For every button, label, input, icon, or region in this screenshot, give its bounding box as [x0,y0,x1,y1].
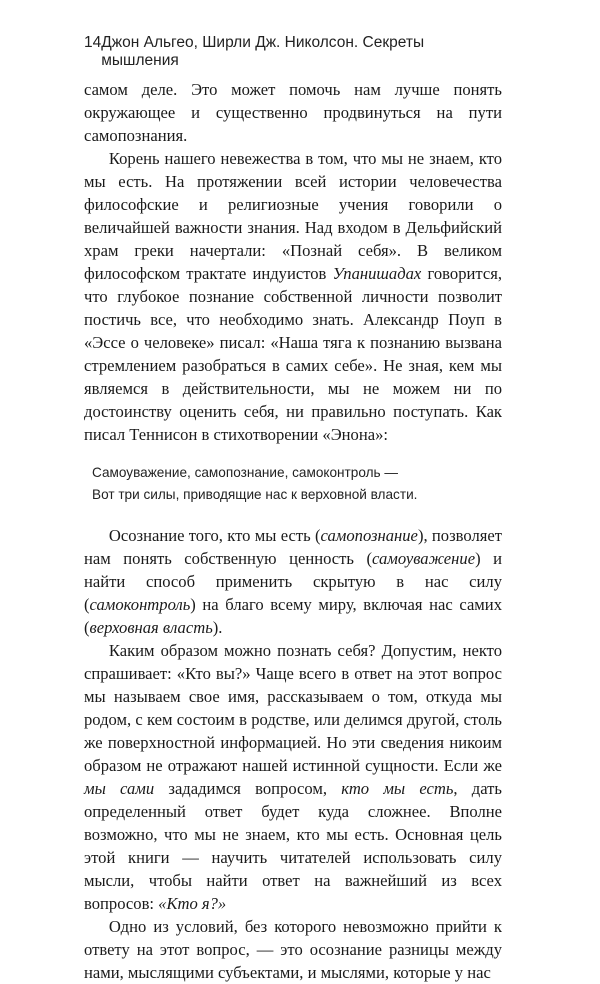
paragraph-3-text-b: ), позволяет нам понять собственную ценность ( [84,526,502,568]
paragraph-5: Одно из условий, без которого невозможно прийти к ответу на этот вопрос, — это осознание разницы между нами, мыслящими субъектами, и мыслями, которые у нас [84,917,502,982]
paragraph-4-emphasis-1: мы сами [84,779,155,798]
verse-line-2: Вот три силы, приводящие нас к верховной власти. [92,487,418,502]
paragraph-2-text-b: говорится, что глубокое познание собственной личности позволит постичь все, что необходимо знать. Александр Поуп в «Эссе о человеке» писал: «Наша тяга к познанию вызвана стремлением разобраться в самих себе». Не зная, кем мы являемся в действительности, мы не можем ни по достоинству оценить себя, ни правильно поступать. Как писал Теннисон в стихотворении «Энона»: [84,264,502,444]
paragraph-3-emphasis-3: самоконтроль [89,595,191,614]
paragraph-4-emphasis-3: «Кто я?» [158,894,227,913]
paragraph-3-emphasis-2: самоуважение [372,549,476,568]
paragraph-2-text-a: Корень нашего невежества в том, что мы не знаем, кто мы есть. На протяжении всей истории человечества философские и религиозные учения говорили о величайшей важности знания. Над входом в Дельфийский храм греки начертали: «Познай себя». В великом философском трактате индуистов [84,149,502,283]
running-header [84,34,500,70]
paragraph-4-text-c: , дать определенный ответ будет куда сложнее. Вполне возможно, что мы не знаем, кто мы есть. Основная цель этой книги — научить читателей использовать силу мысли, чтобы найти ответ на важнейший из всех вопросов: [84,779,502,913]
paragraph-3-text-a: Осознание того, кто мы есть ( [108,526,321,545]
paragraph-3 [84,524,502,639]
page-number: 14 [84,34,102,51]
paragraph-4 [84,639,502,915]
running-title: Джон Альгео, Ширли Дж. Николсон. Секреты мышления [101,34,425,69]
paragraph-4-text-b: зададимся вопросом, [154,779,342,798]
paragraph-2-emphasis: Упанишадах [332,264,422,283]
paragraph-1: самом деле. Это может помочь нам лучше понять окружающее и существенно продвинуться на пути самопознания. [84,80,502,145]
paragraph-4-text-a: Каким образом можно познать себя? Допустим, некто спрашивает: «Кто вы?» Чаще всего в ответ на этот вопрос мы называем свое имя, рассказываем о том, откуда мы родом, с кем состоим в родстве, или делимся другой, столь же поверхностной информацией. Но эти сведения никоим образом не отражают нашей истинной сущности. Если же [84,641,502,775]
verse-quote [84,462,502,506]
paragraph-3-emphasis-1: самопознание [320,526,418,545]
paragraph-2 [84,147,502,446]
paragraph-4-emphasis-2: кто мы есть [341,779,454,798]
paragraph-3-text-d: ) на благо всему миру, включая нас самих ( [84,595,502,637]
body-text [84,78,502,984]
paragraph-3-text-c: ) и найти способ применить скрытую в нас силу ( [84,549,502,614]
paragraph-3-emphasis-4: верховная власть [89,618,213,637]
paragraph-3-text-e: ). [212,618,223,637]
verse-line-1: Самоуважение, самопознание, самоконтроль — [92,465,398,480]
